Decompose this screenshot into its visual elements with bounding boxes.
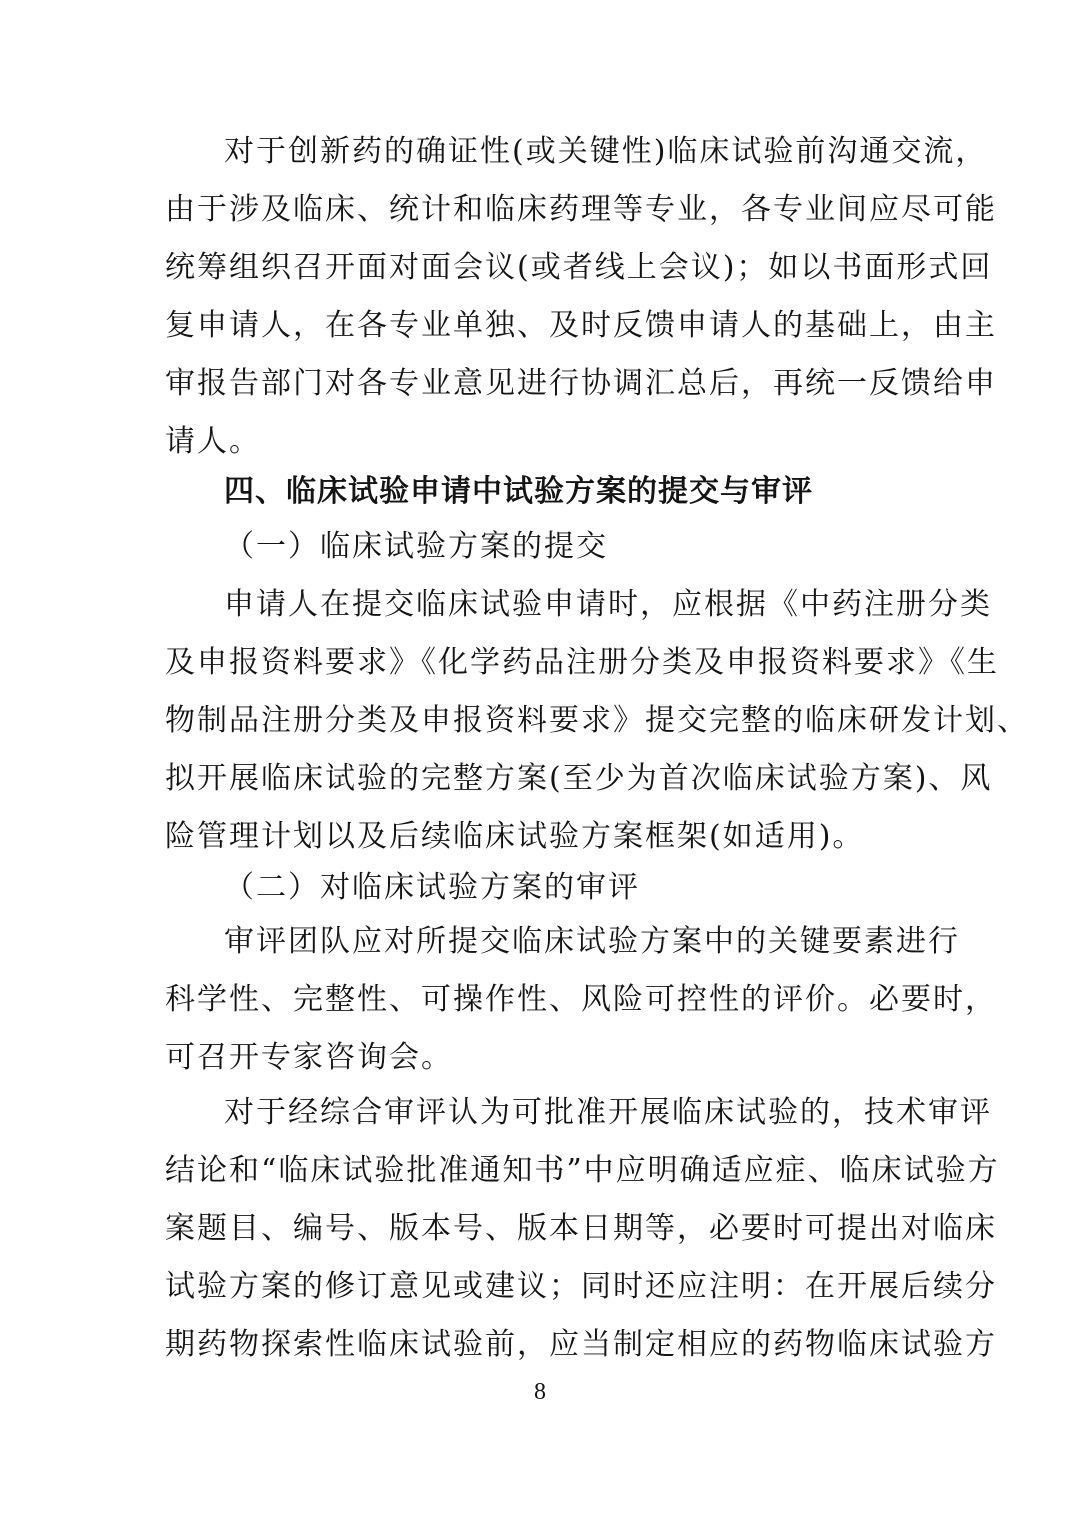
paragraph-4-line-4: 试验方案的修订意见或建议；同时还应注明：在开展后续分 [165, 1269, 997, 1304]
paragraph-4-line-1: 对于经综合审评认为可批准开展临床试验的，技术审评 [224, 1095, 992, 1130]
paragraph-2-line-3: 物制品注册分类及申报资料要求》提交完整的临床研发计划、 [165, 703, 1029, 738]
paragraph-2-line-2: 及申报资料要求》《化学药品注册分类及申报资料要求》《生 [165, 645, 999, 680]
paragraph-1-line-2: 由于涉及临床、统计和临床药理等专业，各专业间应尽可能 [165, 192, 997, 227]
page-number: 8 [534, 1379, 546, 1405]
paragraph-2-line-4: 拟开展临床试验的完整方案(至少为首次临床试验方案)、风 [165, 761, 993, 796]
paragraph-3-line-2: 科学性、完整性、可操作性、风险可控性的评价。必要时， [165, 982, 997, 1017]
paragraph-4-line-2: 结论和“临床试验批准通知书”中应明确适应症、临床试验方 [165, 1153, 1000, 1188]
paragraph-1-line-3: 统筹组织召开面对面会议(或者线上会议)；如以书面形式回 [165, 250, 993, 285]
paragraph-2-line-5: 险管理计划以及后续临床试验方案框架(如适用)。 [165, 819, 865, 854]
paragraph-1-line-4: 复申请人，在各专业单独、及时反馈申请人的基础上，由主 [165, 308, 997, 343]
paragraph-4-line-3: 案题目、编号、版本号、版本日期等，必要时可提出对临床 [165, 1211, 997, 1246]
paragraph-1-line-6: 请人。 [165, 424, 261, 459]
subsection-1-heading: （一）临床试验方案的提交 [224, 529, 608, 564]
paragraph-1-line-1: 对于创新药的确证性(或关键性)临床试验前沟通交流， [224, 134, 988, 169]
paragraph-2-line-1: 申请人在提交临床试验申请时，应根据《中药注册分类 [224, 587, 992, 622]
subsection-2-heading: （二）对临床试验方案的审评 [224, 870, 640, 905]
paragraph-3-line-1: 审评团队应对所提交临床试验方案中的关键要素进行 [224, 924, 960, 959]
paragraph-3-line-3: 可召开专家咨询会。 [165, 1040, 453, 1075]
section-4-heading: 四、临床试验申请中试验方案的提交与审评 [224, 474, 813, 509]
paragraph-4-line-5: 期药物探索性临床试验前，应当制定相应的药物临床试验方 [165, 1327, 997, 1362]
paragraph-1-line-5: 审报告部门对各专业意见进行协调汇总后，再统一反馈给申 [165, 366, 997, 401]
